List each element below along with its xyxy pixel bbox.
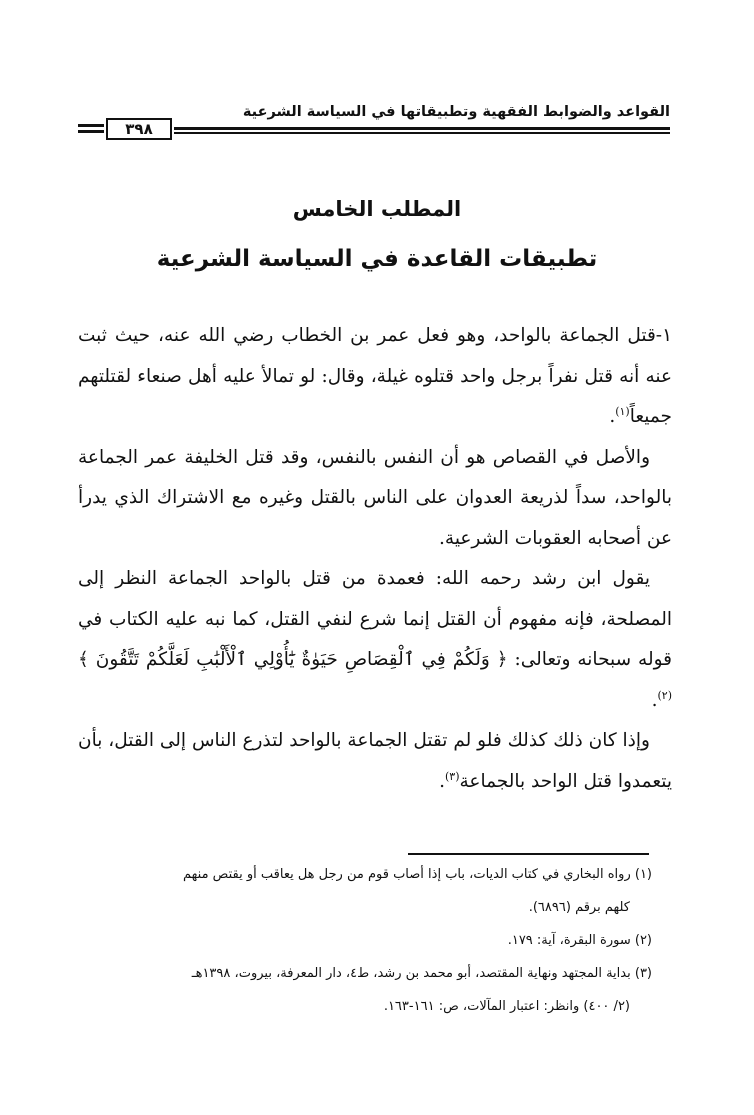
section-title: تطبيقات القاعدة في السياسة الشرعية	[156, 246, 598, 272]
footnote-1-continuation: كلهم برقم (٦٨٩٦).	[528, 900, 630, 915]
footnotes	[78, 858, 652, 1023]
header-rule-thin	[174, 132, 670, 134]
paragraph-1-text: ١-قتل الجماعة بالواحد، وهو فعل عمر بن الخطاب رضي الله عنه، حيث ثبت عنه أنه قتل نفراً برجل واحد قتلوه غيلة، وقال: لو تمالأ عليه أهل صنعاء لقتلتهم جميعاً	[78, 325, 672, 427]
paragraph-4	[78, 721, 672, 802]
running-header	[78, 100, 670, 142]
paragraph-2: والأصل في القصاص هو أن النفس بالنفس، وقد قتل الخليفة عمر الجماعة بالواحد، سداً لذريعة العدوان على الناس بالقتل وغيره مع الاشتراك الذي يدرأ عن أصحابه العقوبات الشرعية.	[78, 446, 672, 549]
footnote-3-continuation: (٢/ ٤٠٠) وانظر: اعتبار المآلات، ص: ١٦١-١٦٣.	[383, 999, 630, 1014]
footnote-ref-2: (٢)	[657, 688, 672, 702]
footnote-2: (٢) سورة البقرة، آية: ١٧٩.	[507, 933, 652, 948]
section-label: المطلب الخامس	[292, 197, 462, 221]
paragraph-4-text: وإذا كان ذلك كذلك فلو لم تقتل الجماعة بالواحد لتذرع الناس إلى القتل، بأن يتعمدوا قتل الواحد بالجماعة	[78, 730, 672, 792]
paragraph-3	[78, 559, 672, 721]
footnote-ref-1: (١)	[615, 404, 630, 418]
paragraph-1-end: .	[609, 406, 616, 427]
header-tick-upper	[78, 124, 104, 127]
header-tick-lower	[78, 130, 104, 133]
paragraph-3-text: يقول ابن رشد رحمه الله: فعمدة من قتل بالواحد الجماعة النظر إلى المصلحة، فإنه مفهوم أن القتل إنما شرع لنفي القتل، كما نبه عليه الكتاب في قوله سبحانه وتعالى: ﴿ وَلَكُمْ فِي ٱلْقِصَاصِ حَيَوٰةٌ يَٰٓأُوْلِي ٱلْأَلْبَٰبِ لَعَلَّكُمْ تَتَّقُونَ ﴾	[78, 568, 672, 670]
page-number: ٣٩٨	[106, 118, 172, 140]
header-rule-thick	[174, 127, 670, 130]
paragraph-1	[78, 316, 672, 438]
footnote-3: (٣) بداية المجتهد ونهاية المقتصد، أبو محمد بن رشد، ط٤، دار المعرفة، بيروت، ١٣٩٨هـ	[191, 966, 652, 981]
footnote-1: (١) رواه البخاري في كتاب الديات، باب إذا أصاب قوم من رجل هل يعاقب أو يقتص منهم	[183, 867, 652, 882]
paragraph-4-end: .	[439, 770, 445, 792]
footnote-separator	[408, 853, 649, 855]
paragraph-3-end: .	[651, 689, 658, 711]
book-title: القواعد والضوابط الفقهية وتطبيقاتها في السياسة الشرعية	[242, 104, 670, 120]
footnote-ref-3: (٣)	[444, 769, 460, 783]
main-text	[78, 316, 672, 802]
